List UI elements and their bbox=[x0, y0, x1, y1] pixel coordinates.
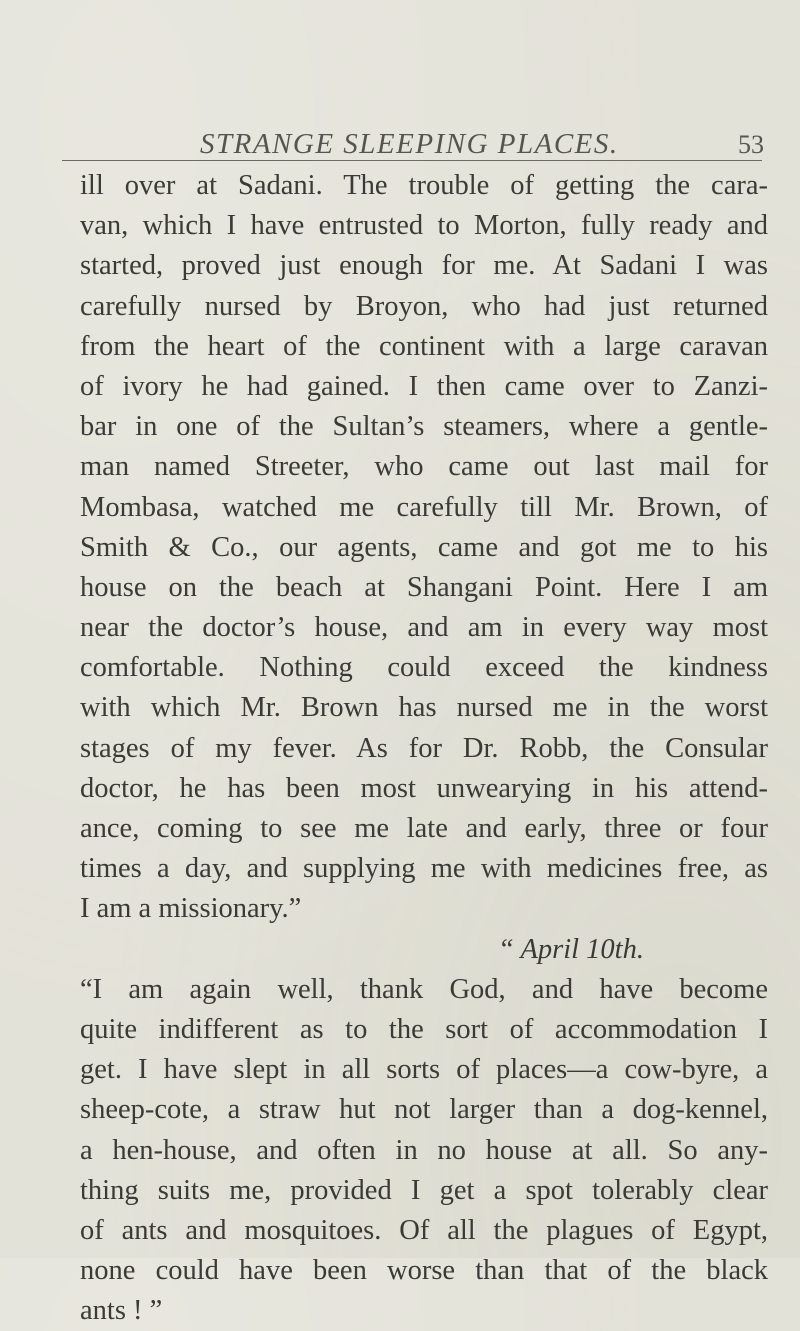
page-number: 53 bbox=[738, 130, 764, 159]
text-line: of ivory he had gained. I then came over to Zanzi- bbox=[80, 370, 768, 402]
text-line: I am a missionary.” bbox=[80, 893, 302, 925]
text-line: doctor, he has been most unwearying in his attend- bbox=[80, 772, 768, 804]
text-line: van, which I have entrusted to Morton, fully ready and bbox=[80, 210, 768, 242]
text-line: Smith & Co., our agents, came and got me to his bbox=[80, 531, 768, 563]
text-line: times a day, and supplying me with medicines free, as bbox=[80, 853, 768, 885]
text-line: carefully nursed by Broyon, who had just returned bbox=[80, 290, 768, 322]
text-line: a hen-house, and often in no house at all. So any- bbox=[80, 1134, 768, 1166]
text-line: of ants and mosquitoes. Of all the plagues of Egypt, bbox=[80, 1214, 768, 1246]
text-line: ill over at Sadani. The trouble of getting the cara- bbox=[80, 170, 768, 201]
text-line: ants ! ” bbox=[80, 1295, 163, 1327]
text-line: ance, coming to see me late and early, three or four bbox=[80, 813, 768, 844]
text-line: bar in one of the Sultan’s steamers, where a gentle- bbox=[80, 411, 768, 443]
body-text bbox=[80, 166, 768, 1331]
text-line: stages of my fever. As for Dr. Robb, the Consular bbox=[80, 732, 768, 764]
header-rule bbox=[62, 160, 762, 161]
text-line: man named Streeter, who came out last mail for bbox=[80, 451, 768, 483]
text-line: near the doctor’s house, and am in every way most bbox=[80, 612, 768, 644]
text-line: “I am again well, thank God, and have become bbox=[80, 973, 768, 1005]
running-head-title: STRANGE SLEEPING PLACES. bbox=[200, 128, 619, 160]
text-line: get. I have slept in all sorts of places—a cow-byre, a bbox=[80, 1054, 768, 1086]
text-line: started, proved just enough for me. At Sadani I was bbox=[80, 250, 768, 282]
letter-dateline: “ April 10th. bbox=[498, 933, 644, 965]
text-line: Mombasa, watched me carefully till Mr. Brown, of bbox=[80, 491, 768, 523]
text-line: comfortable. Nothing could exceed the kindness bbox=[80, 652, 768, 684]
paragraph-2 bbox=[80, 970, 768, 1331]
text-line: with which Mr. Brown has nursed me in the worst bbox=[80, 692, 768, 724]
text-line: sheep-cote, a straw hut not larger than a dog-kennel, bbox=[80, 1094, 768, 1126]
text-line: thing suits me, provided I get a spot tolerably clear bbox=[80, 1174, 768, 1206]
text-line: quite indifferent as to the sort of accommodation I bbox=[80, 1013, 768, 1045]
text-line: from the heart of the continent with a large caravan bbox=[80, 330, 768, 362]
text-line: none could have been worse than that of the black bbox=[80, 1255, 768, 1287]
paragraph-1 bbox=[80, 166, 768, 930]
text-line: house on the beach at Shangani Point. Here I am bbox=[80, 571, 768, 603]
